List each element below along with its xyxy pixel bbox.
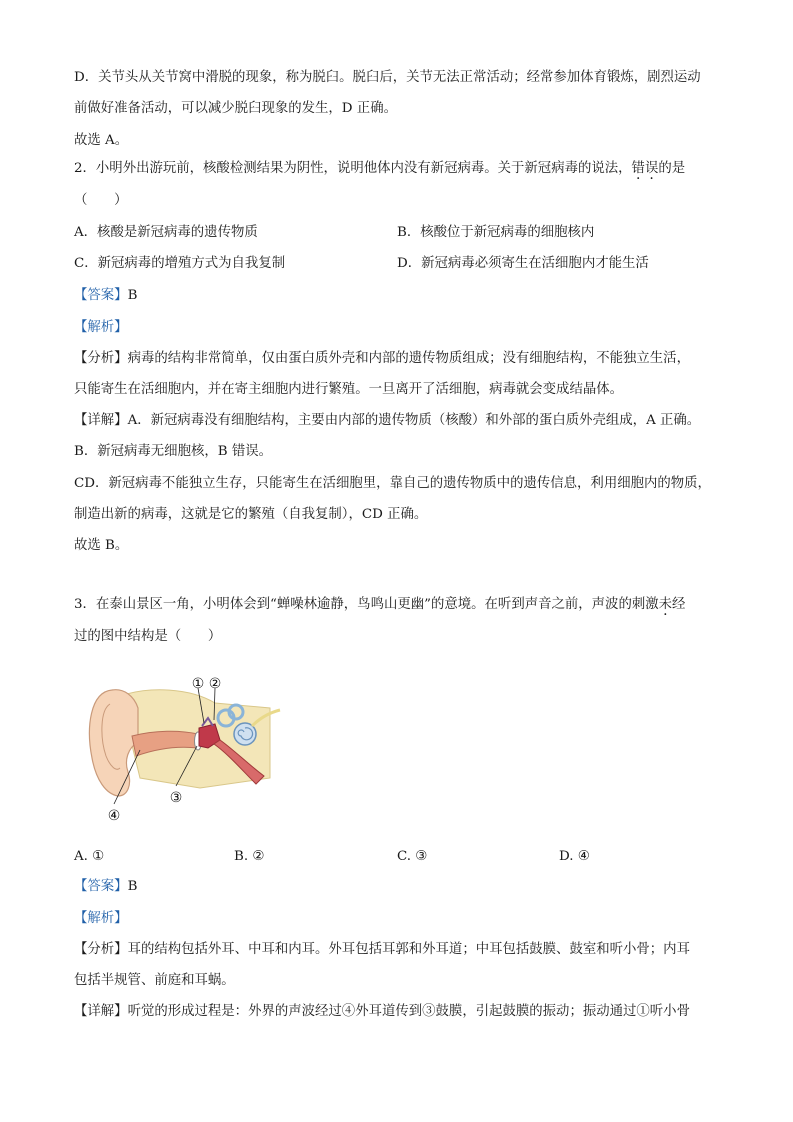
q3-option-c: C. ③ bbox=[397, 849, 428, 864]
q2-answer-value: B bbox=[127, 288, 138, 303]
q2-fenxi-text-1: 病毒的结构非常简单，仅由蛋白质外壳和内部的遗传物质组成；没有细胞结构，不能独立生活， bbox=[127, 351, 690, 366]
q1-option-d-explanation-line2: 前做好准备活动，可以减少脱臼现象的发生，D 正确。 bbox=[74, 101, 397, 116]
q3-fenxi-line2: 包括半规管、前庭和耳蜗。 bbox=[74, 973, 235, 988]
q2-stem bbox=[74, 159, 685, 179]
q3-fenxi-text-1: 耳的结构包括外耳、中耳和内耳。外耳包括耳郭和外耳道；中耳包括鼓膜、鼓室和听小骨；内耳 bbox=[127, 942, 690, 957]
q3-emphasis-char: 未 bbox=[658, 597, 673, 612]
q3-answer-tag: 【答案】 bbox=[74, 879, 128, 894]
q2-xiangjie-text-1: A．新冠病毒没有细胞结构，主要由内部的遗传物质（核酸）和外部的蛋白质外壳组成，A 正确。 bbox=[127, 413, 701, 428]
q3-fenxi-tag: 【分析】 bbox=[74, 942, 128, 957]
ear-structure-figure bbox=[80, 668, 300, 828]
figure-label-3: ③ bbox=[169, 790, 183, 806]
q3-option-d: D. ④ bbox=[559, 849, 590, 864]
q2-xiangjie-line1 bbox=[74, 411, 700, 431]
q2-conclusion: 故选 B。 bbox=[74, 538, 129, 553]
q2-xiangjie-line2: B．新冠病毒无细胞核，B 错误。 bbox=[74, 444, 273, 459]
q3-stem-text: 3．在泰山景区一角，小明体会到“蝉噪林逾静，鸟鸣山更幽”的意境。在听到声音之前，声波的刺激 bbox=[74, 597, 659, 612]
q2-option-c: C．新冠病毒的增殖方式为自我复制 bbox=[74, 256, 286, 271]
q2-emphasis-char-2: 误 bbox=[644, 161, 659, 176]
q3-stem-line1 bbox=[74, 595, 685, 615]
q3-stem-line2: 过的图中结构是（ ） bbox=[74, 629, 222, 644]
q3-stem-end: 经 bbox=[672, 597, 686, 612]
q2-xiangjie-line4: 制造出新的病毒，这就是它的繁殖（自我复制），CD 正确。 bbox=[74, 507, 428, 522]
q2-stem-text: 2．小明外出游玩前，核酸检测结果为阴性，说明他体内没有新冠病毒。关于新冠病毒的说法， bbox=[74, 161, 632, 176]
q2-option-a: A．核酸是新冠病毒的遗传物质 bbox=[74, 225, 258, 240]
q2-stem-end: 的是 bbox=[658, 161, 686, 176]
q3-xiangjie-line1 bbox=[74, 1002, 690, 1022]
q3-xiangjie-text-1: 听觉的形成过程是：外界的声波经过④外耳道传到③鼓膜，引起鼓膜的振动；振动通过①听小骨 bbox=[127, 1004, 690, 1019]
q3-analysis-tag: 【解析】 bbox=[74, 911, 128, 926]
q2-fenxi-tag: 【分析】 bbox=[74, 351, 128, 366]
q1-conclusion: 故选 A。 bbox=[74, 133, 129, 148]
q2-option-d: D．新冠病毒必须寄生在活细胞内才能生活 bbox=[397, 256, 649, 271]
q1-option-d-explanation-line1: D．关节头从关节窝中滑脱的现象，称为脱臼。脱臼后，关节无法正常活动；经常参加体育锻炼，剧烈运动 bbox=[74, 70, 701, 85]
q2-fenxi-line2: 只能寄生在活细胞内，并在寄主细胞内进行繁殖。一旦离开了活细胞，病毒就会变成结晶体。 bbox=[74, 382, 624, 397]
q2-answer-paren: （ ） bbox=[74, 193, 128, 208]
q2-analysis-tag: 【解析】 bbox=[74, 320, 128, 335]
q2-answer bbox=[74, 286, 137, 306]
figure-label-2: ② bbox=[208, 676, 222, 692]
q3-option-a: A. ① bbox=[74, 849, 105, 864]
figure-label-1: ① bbox=[191, 676, 205, 692]
q2-xiangjie-line3: CD．新冠病毒不能独立生存，只能寄生在活细胞里，靠自己的遗传物质中的遗传信息，利用细胞内的物质， bbox=[74, 476, 711, 491]
q3-xiangjie-tag: 【详解】 bbox=[74, 1004, 128, 1019]
q3-answer bbox=[74, 877, 137, 897]
auricle-shape bbox=[89, 690, 138, 796]
q2-fenxi-line1 bbox=[74, 349, 690, 369]
q2-emphasis-char-1: 错 bbox=[631, 161, 645, 176]
q3-option-b: B. ② bbox=[234, 849, 265, 864]
q3-answer-value: B bbox=[127, 879, 138, 894]
q2-xiangjie-tag: 【详解】 bbox=[74, 413, 128, 428]
q3-fenxi-line1 bbox=[74, 940, 690, 960]
q2-option-b: B．核酸位于新冠病毒的细胞核内 bbox=[397, 225, 595, 240]
q2-answer-tag: 【答案】 bbox=[74, 288, 128, 303]
figure-label-4: ④ bbox=[107, 808, 121, 824]
